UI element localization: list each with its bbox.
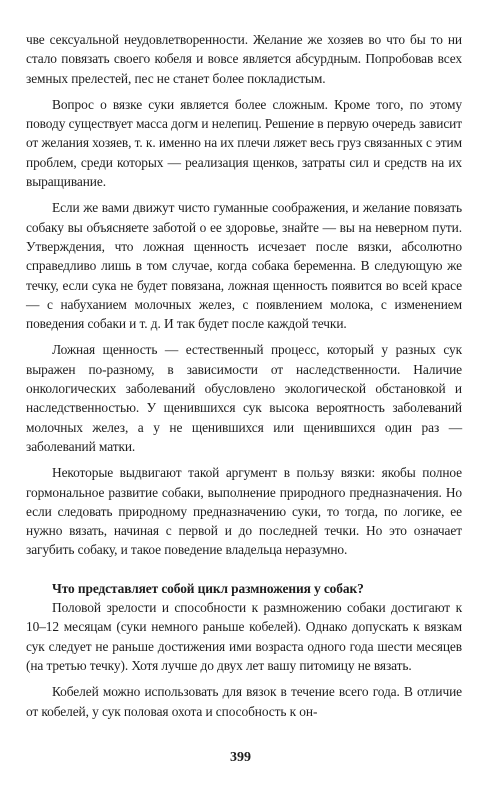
paragraph-arguments: Некоторые выдвигают такой аргумент в пользу вязки: якобы полное гормональное развитие собаки, выполнение природного предназначения. Но если следовать природному предназначению суки, то тогда, по логике, ее нужно вязать, начиная с первой и до последней течки. Но это означает загубить собаку, и такое поведение владельца неразумно. (26, 465, 462, 558)
section-spacer (26, 567, 462, 579)
paragraph-continuation: чве сексуальной неудовлетворенности. Желание же хозяев во что бы то ни стало повязать своего кобеля и вовсе является абсурдным. Попробовав всех земных прелестей, пес не станет более покладистым. (26, 32, 462, 86)
paragraph-maturity: Половой зрелости и способности к размножению собаки достигают к 10–12 месяцам (суки немного раньше кобелей). Однако допускать к вязкам сук следует не раньше достижения ими возраста одного года шести месяцев (на третью течку). Хотя лучше до двух лет вашу питомицу не вязать. (26, 600, 462, 673)
paragraph-males: Кобелей можно использовать для вязок в течение всего года. В отличие от кобелей, у сук половая охота и способность к он- (26, 684, 462, 719)
book-page (26, 30, 462, 790)
paragraph-mating-female: Вопрос о вязке суки является более сложным. Кроме того, по этому поводу существует масса догм и нелепиц. Решение в первую очередь зависит от желания хозяев, т. к. именно на их плечи ляжет весь груз связанных с этим проблем, среди которых — реализация щенков, затраты сил и средств на их выращивание. (26, 96, 462, 190)
section-heading: Что представляет собой цикл размножения у собак? (52, 580, 364, 596)
page-number: 399 (230, 750, 251, 765)
paragraph-false-pregnancy: Ложная щенность — естественный процесс, который у разных сук выражен по-разному, в зависимости от наследственности. Наличие онкологических заболеваний обусловлено экологической обстановкой и наследственностью. У щенившихся сук высока вероятность заболеваний молочных желез, а у не щенившихся или щенившихся один раз — заболеваний матки. (26, 342, 462, 454)
paragraph-humane-reasons: Если же вами движут чисто гуманные соображения, и желание повязать собаку вы объясняете заботой о ее здоровье, знайте — вы на неверном пути. Утверждения, что ложная щенность исчезает после вязки, абсолютно справедливо лишь в том случае, когда собака беременна. В следующую же течку, если сука не будет повязана, ложная щенность появится во всей красе — с набуханием молочных желез, с появлением молока, с изменением поведения собаки и т. д. И так будет после каждой течки. (26, 200, 462, 332)
